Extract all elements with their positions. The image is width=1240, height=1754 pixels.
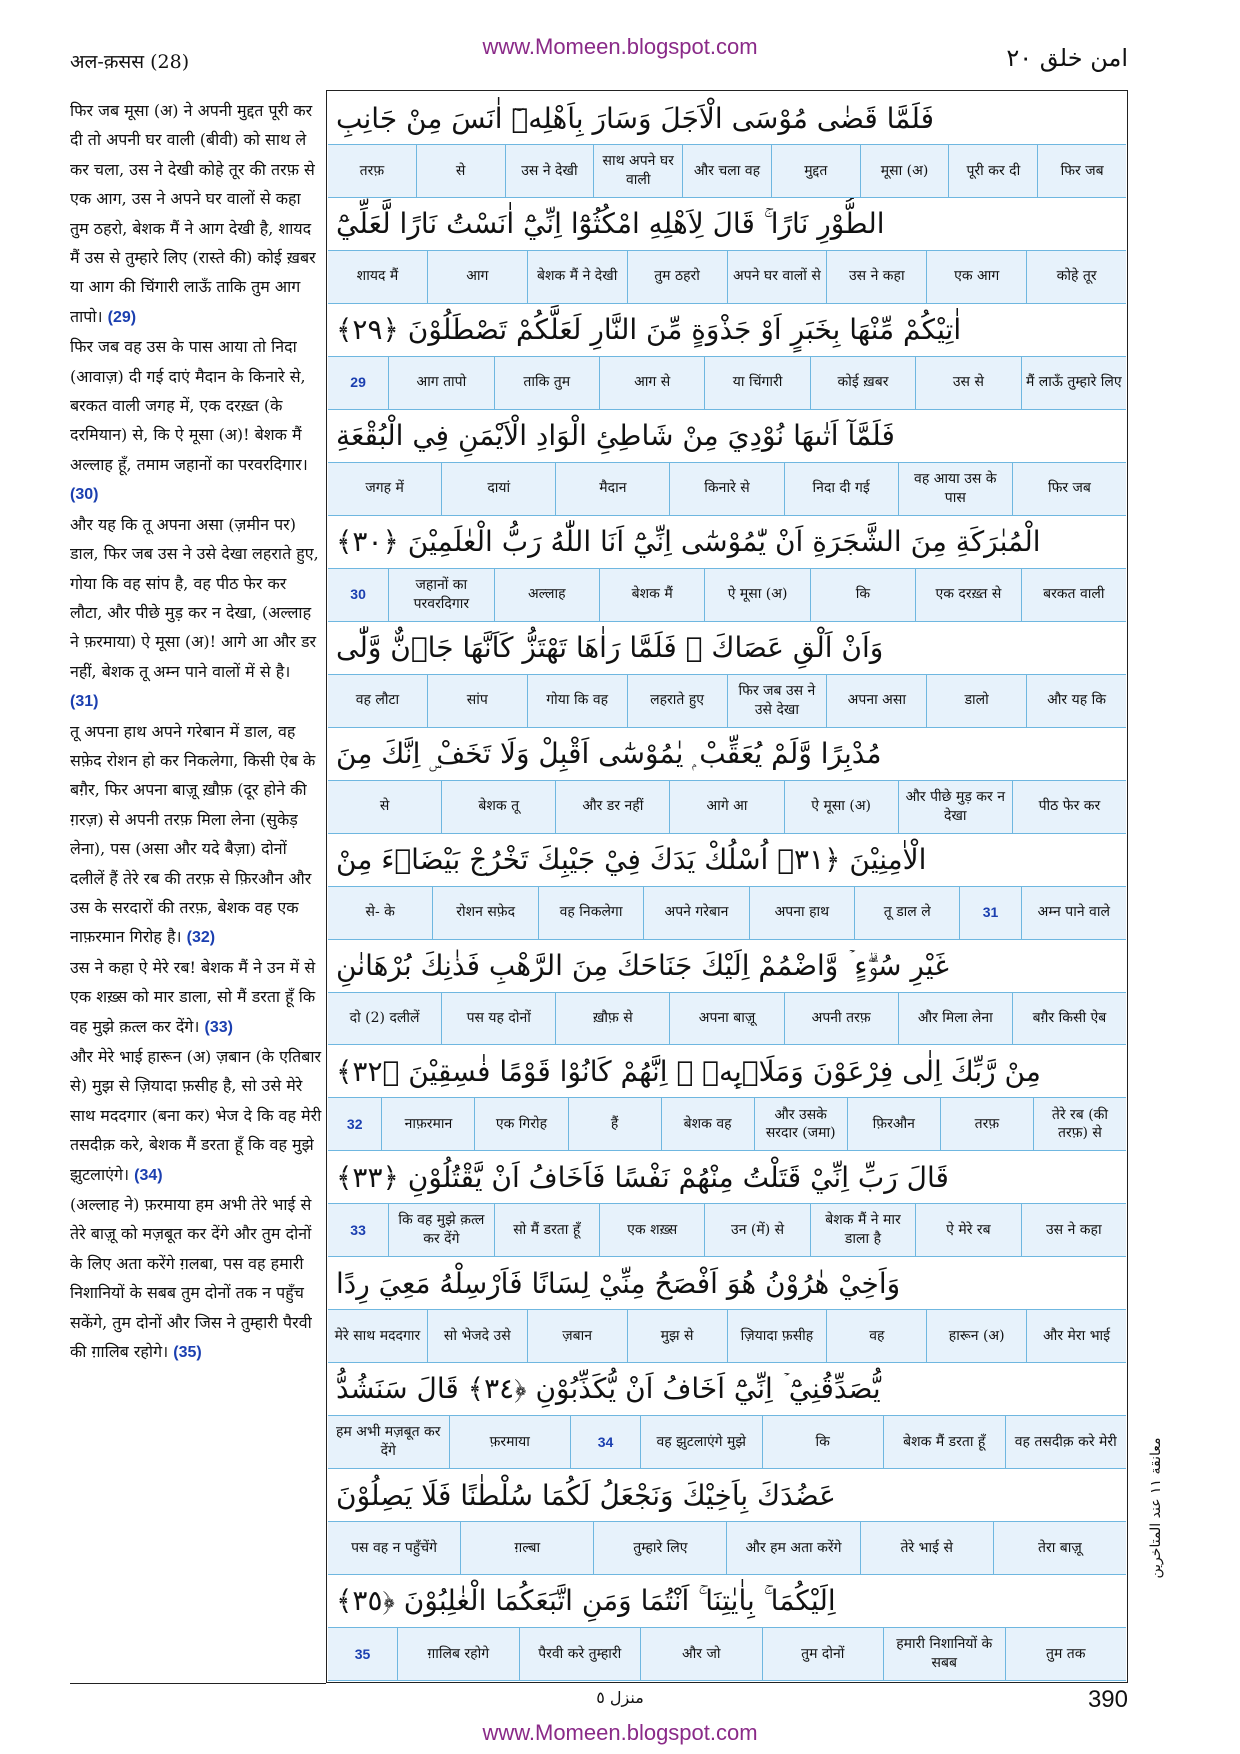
word-translation-row [328,1097,1126,1151]
word-meaning-cell: वह आया उस के पास [898,463,1012,515]
ayah-number-cell: 32 [346,1115,363,1132]
word-translation-row [328,462,1126,516]
arabic-line: مِنْ رَّبِّكَ اِلٰى فِرْعَوْنَ وَمَلَا۟ىِٕهٖ ۭ اِنَّهُمْ كَانُوْا قَوْمًا فٰسِقِيْنَ ﴿٣٢﴾ [328,1045,1126,1097]
ayah-number: (29) [107,308,137,326]
word-meaning-cell: पूरी कर दी [948,145,1037,197]
word-meaning-cell: मेरे साथ मददगार [334,1327,421,1344]
word-meaning-cell: बेशक मैं [599,569,704,621]
arabic-line: غَيْرِ سُوْۗءٍ ۡ وَّاضْمُمْ اِلَيْكَ جَنَاحَكَ مِنَ الرَّهْبِ فَذٰنِكَ بُرْهَانٰنِ [328,940,1126,992]
verse-block [328,1575,1126,1681]
word-meaning-cell: हारून (अ) [926,1310,1026,1362]
word-meaning-cell: ऐ मेरे रब [915,1204,1020,1256]
ayah-number: (33) [204,1018,233,1036]
word-meaning-cell: ऐ मूसा (अ) [784,781,898,833]
word-meaning-cell: हम अभी मज़बूत कर देंगे [335,1424,441,1460]
word-meaning-cell: पस यह दोनों [441,993,555,1045]
verse-block [328,1469,1126,1575]
word-meaning-cell: नाफ़रमान [381,1098,474,1150]
ayah-number-cell: 33 [350,1221,366,1238]
word-meaning-cell: से- के [365,904,395,921]
word-meaning-cell: वह झुटलाएंगे मुझे [640,1416,762,1468]
word-meaning-cell: और मेरा भाई [1026,1310,1126,1362]
word-meaning-cell: तेरा बाज़ू [993,1522,1126,1574]
manzil-label: منزل ٥ [596,1688,644,1707]
arabic-line: فَلَمَّآ اَتٰىهَا نُوْدِيَ مِنْ شَاطِئِ الْوَادِ الْاَيْمَنِ فِي الْبُقْعَةِ [328,410,1126,462]
juz-title-arabic: امن خلق ٢٠ [1006,44,1128,72]
verse-block [328,728,1126,834]
word-meaning-cell: कि वह मुझे क़त्ल कर देंगे [388,1204,493,1256]
arabic-line: الطُّوْرِ نَارًا ۚ قَالَ لِاَهْلِهِ امْكُثُوْٓا اِنِّيْٓ اٰنَسْتُ نَارًا لَّعَلِّيْٓ [328,198,1126,250]
word-meaning-cell: तुम ठहरो [627,251,727,303]
word-meaning-cell: आग से [599,357,704,409]
word-meaning-cell: से [416,145,505,197]
word-meaning-cell: पैरवी करे तुम्हारी [519,1628,641,1680]
word-meaning-cell: अपना बाज़ू [669,993,783,1045]
word-meaning-cell: और चला वह [682,145,771,197]
surah-title-hindi: अल-क़सस (28) [70,51,190,73]
ayah-number: (30) [70,486,99,504]
word-translation-row [328,886,1126,940]
word-meaning-cell: फ़रमाया [449,1416,571,1468]
word-meaning-cell: तुम दोनों [762,1628,884,1680]
word-meaning-cell: फ़िरऔन [847,1098,940,1150]
translation-paragraph: फिर जब वह उस के पास आया तो निदा (आवाज़) दी गई दाएं मैदान के किनारे से, बरकत वाली जगह में, एक दरख़्त (के दरमियान) से, कि ऐ मूसा (अ)! बेशक मैं अल्लाह हूँ, तमाम जहानों का परवरदिगार। (30) [70,337,308,504]
word-meaning-cell: दो (2) दलीलें [349,1010,420,1027]
ayah-number: (35) [173,1344,202,1362]
word-meaning-cell: अपने गरेबान [643,887,748,939]
word-meaning-cell: उस ने कहा [1021,1204,1126,1256]
word-meaning-cell: तू डाल ले [854,887,959,939]
ayah-number-cell: 29 [350,374,366,391]
verse-block [328,1257,1126,1363]
verse-block [328,1045,1126,1151]
word-translation-row [328,780,1126,834]
word-translation-row [328,1521,1126,1575]
word-meaning-cell: आग [427,251,527,303]
word-meaning-cell: मैं लाऊँ तुम्हारे लिए [1021,357,1126,409]
word-meaning-cell: अपनी तरफ़ [784,993,898,1045]
word-meaning-cell: ग़ल्बा [460,1522,593,1574]
word-meaning-cell: सो मैं डरता हूँ [494,1204,599,1256]
word-meaning-cell: बेशक मैं ने देखी [527,251,627,303]
translation-paragraph: फिर जब मूसा (अ) ने अपनी मुद्दत पूरी कर दी तो अपनी घर वाली (बीवी) को साथ ले कर चला, उस ने देखी कोहे तूर की तरफ़ से एक आग, उस ने अपने घर वालों से कहा तुम ठहरो, बेशक मैं ने आग देखी है, शायद मैं उस से तुम्हारे लिए (रास्ते की) कोई ख़बर या आग की चिंगारी लाऊँ ताकि तुम आग तापो। (29) [70,101,316,326]
word-meaning-cell: फिर जब उस ने उसे देखा [727,675,827,727]
word-meaning-cell: ज़बान [527,1310,627,1362]
word-meaning-cell: ख़ौफ़ से [555,993,669,1045]
arabic-line: مُدْبِرًا وَّلَمْ يُعَقِّبْ ۭ يٰمُوْسٰٓى اَقْبِلْ وَلَا تَخَفْ ۣ اِنَّكَ مِنَ [328,728,1126,780]
word-meaning-cell: कोई ख़बर [810,357,915,409]
word-meaning-cell: सो भेजदे उसे [427,1310,527,1362]
word-meaning-cell: वह लौटा [355,692,400,709]
word-meaning-cell: अल्लाह [494,569,599,621]
word-meaning-cell: तरफ़ [940,1098,1033,1150]
word-translation-row [328,992,1126,1046]
word-meaning-cell: दायां [441,463,555,515]
word-meaning-cell: और पीछे मुड़ कर न देखा [898,781,1012,833]
word-meaning-cell: उस ने कहा [826,251,926,303]
word-meaning-cell: एक आग [926,251,1026,303]
word-meaning-cell: आगे आ [669,781,783,833]
translation-paragraph: उस ने कहा ऐ मेरे रब! बेशक मैं ने उन में से एक शख़्स को मार डाला, सो मैं डरता हूँ कि वह मुझे क़त्ल कर देंगे। (33) [70,957,316,1036]
word-meaning-cell: उन (में) से [704,1204,809,1256]
hindi-translation-column [70,96,322,1676]
word-meaning-cell: वह [826,1310,926,1362]
word-meaning-cell: ग़ालिब रहोगे [397,1628,519,1680]
word-meaning-cell: किनारे से [669,463,783,515]
translation-paragraph: और यह कि तू अपना असा (ज़मीन पर) डाल, फिर जब उस ने उसे देखा लहराते हुए, गोया कि वह सांप है, वह पीठ फेर कर लौटा, और पीछे मुड़ कर न देखा, (अल्लाह ने फ़रमाया) ऐ मूसा (अ)! आगे आ और डर नहीं, बेशक तू अम्न पाने वालों में से है। (31) [70,514,319,711]
verse-block [328,1363,1126,1469]
word-meaning-cell: एक शख़्स [599,1204,704,1256]
verse-rows [328,92,1126,1681]
word-meaning-cell: बेशक तू [441,781,555,833]
translation-paragraph: (अल्लाह ने) फ़रमाया हम अभी तेरे भाई से तेरे बाज़ू को मज़बूत कर देंगे और तुम दोनों के लिए अता करेंगे ग़लबा, पस वह हमारी निशानियों के सबब तुम दोनों तक न पहुँच सकेंगे, तुम दोनों और जिस ने तुम्हारी पैरवी की ग़ालिब रहोगे। (35) [70,1195,312,1362]
side-note: معانقة ١١ عند المتاخرين [1148,1437,1164,1579]
word-meaning-cell: तुम तक [1005,1628,1127,1680]
word-meaning-cell: या चिंगारी [704,357,809,409]
word-meaning-cell: लहराते हुए [627,675,727,727]
word-translation-row [328,1203,1126,1257]
word-translation-row [328,1415,1126,1469]
word-meaning-cell: निदा दी गई [784,463,898,515]
word-meaning-cell: बेशक मैं ने मार डाला है [810,1204,915,1256]
word-meaning-cell: से [379,798,390,815]
arabic-line: الْاٰمِنِيْنَ ﴿٣١﴾ اُسْلُكْ يَدَكَ فِيْ جَيْبِكَ تَخْرُجْ بَيْضَاۗءَ مِنْ [328,834,1126,886]
word-meaning-cell: अपना असा [826,675,926,727]
word-meaning-cell: और मिला लेना [898,993,1012,1045]
arabic-line: اِلَيْكُمَا ۚ بِاٰيٰتِنَا ۚ اَنْتُمَا وَمَنِ اتَّبَعَكُمَا الْغٰلِبُوْنَ ﴿٣٥﴾ [328,1575,1126,1627]
word-meaning-cell: पीठ फेर कर [1012,781,1126,833]
word-meaning-cell: मुद्दत [771,145,860,197]
word-meaning-cell: रोशन सफ़ेद [432,887,537,939]
word-meaning-cell: तुम्हारे लिए [593,1522,726,1574]
word-meaning-cell: और यह कि [1026,675,1126,727]
arabic-line: وَاَخِيْ هٰرُوْنُ هُوَ اَفْصَحُ مِنِّيْ لِسَانًا فَاَرْسِلْهُ مَعِيَ رِدًا [328,1257,1126,1309]
word-meaning-cell: मुझ से [627,1310,727,1362]
arabic-line: يُّصَدِّقُنِيْٓ ۡ اِنِّيْٓ اَخَافُ اَنْ يُّكَذِّبُوْنِ ﴿٣٤﴾ قَالَ سَنَشُدُّ [328,1363,1126,1415]
word-meaning-cell: और हम अता करेंगे [726,1522,859,1574]
word-meaning-cell: मूसा (अ) [860,145,949,197]
word-meaning-cell: तेरे भाई से [860,1522,993,1574]
word-meaning-cell: एक दरख़्त से [915,569,1020,621]
ayah-number-cell: 35 [354,1645,371,1662]
word-meaning-cell: तरफ़ [359,162,385,179]
word-meaning-cell: तेरे रब (की तरफ़) से [1033,1098,1126,1150]
word-translation-row [328,1627,1126,1681]
left-column-bottom-rule [70,1683,326,1684]
word-meaning-cell: वह निकलेगा [538,887,643,939]
word-translation-row [328,568,1126,622]
page-number: 390 [1087,1686,1128,1713]
arabic-line: اٰتِيْكُمْ مِّنْهَا بِخَبَرٍ اَوْ جَذْوَةٍ مِّنَ النَّارِ لَعَلَّكُمْ تَصْطَلُوْنَ ﴿٢٩﴾ [328,304,1126,356]
verse-block [328,92,1126,198]
word-meaning-cell: और उसके सरदार (जमा) [754,1098,847,1150]
word-meaning-cell: ऐ मूसा (अ) [704,569,809,621]
word-meaning-cell: अपने घर वालों से [727,251,827,303]
word-meaning-cell: साथ अपने घर वाली [593,145,682,197]
word-meaning-cell: उस से [915,357,1020,409]
word-meaning-cell: अम्न पाने वाले [1021,887,1126,939]
arabic-line: الْمُبٰرَكَةِ مِنَ الشَّجَرَةِ اَنْ يّٰمُوْسٰٓى اِنِّيْٓ اَنَا اللّٰهُ رَبُّ الْعٰلَمِيْنَ ﴿٣٠﴾ [328,516,1126,568]
word-translation-row [328,356,1126,410]
translation-paragraph: तू अपना हाथ अपने गरेबान में डाल, वह सफ़ेद रोशन हो कर निकलेगा, किसी ऐब के बग़ैर, फिर अपना बाज़ू ख़ौफ़ (दूर होने की ग़रज़) से अपनी तरफ़ मिला लेना (सुकेड़ लेना), पस (असा और यदे बैज़ा) दोनों दलीलें हैं तेरे रब की तरफ़ से फ़िरऔन और उस के सरदारों की तरफ़, बेशक वह एक नाफ़रमान गिरोह है। (32) [70,721,316,947]
word-meaning-cell: सांप [427,675,527,727]
word-meaning-cell: कि [762,1416,884,1468]
word-meaning-cell: गोया कि वह [527,675,627,727]
word-meaning-cell: वह तसदीक़ करे मेरी [1005,1416,1127,1468]
verse-block [328,622,1126,728]
word-translation-row [328,674,1126,728]
word-meaning-cell: बेशक मैं डरता हूँ [883,1416,1005,1468]
arabic-line: قَالَ رَبِّ اِنِّيْ قَتَلْتُ مِنْهُمْ نَفْسًا فَاَخَافُ اَنْ يَّقْتُلُوْنِ ﴿٣٣﴾ [328,1151,1126,1203]
verse-block [328,940,1126,1046]
word-meaning-cell: आग तापो [388,357,493,409]
arabic-line: عَضُدَكَ بِاَخِيْكَ وَنَجْعَلُ لَكُمَا سُلْطٰنًا فَلَا يَصِلُوْنَ [328,1469,1126,1521]
word-meaning-cell: डालो [926,675,1026,727]
verse-block [328,304,1126,410]
ayah-number: (34) [134,1166,163,1184]
word-translation-row [328,250,1126,304]
arabic-line: وَاَنْ اَلْقِ عَصَاكَ ۭ فَلَمَّا رَاٰهَا تَهْتَزُّ كَاَنَّهَا جَاۤنٌّ وَّلّٰى [328,622,1126,674]
footer-url: www.Momeen.blogspot.com [482,1720,758,1745]
word-meaning-cell: उस ने देखी [505,145,594,197]
word-translation-row [328,144,1126,198]
word-meaning-cell: शायद मैं [356,268,399,285]
word-meaning-cell: मैदान [555,463,669,515]
verse-block [328,834,1126,940]
verse-block [328,198,1126,304]
word-meaning-cell: बग़ैर किसी ऐब [1012,993,1126,1045]
verse-block [328,516,1126,622]
word-meaning-cell: फिर जब [1012,463,1126,515]
word-meaning-cell: ताकि तुम [494,357,599,409]
word-meaning-cell: अपना हाथ [749,887,854,939]
ayah-number: (32) [186,929,216,947]
word-meaning-cell: जहानों का परवरदिगार [388,569,493,621]
word-meaning-cell: और डर नहीं [555,781,669,833]
word-meaning-cell: हैं [568,1098,661,1150]
word-meaning-cell: ज़ियादा फ़सीह [727,1310,827,1362]
verse-block [328,410,1126,516]
word-meaning-cell: कोहे तूर [1026,251,1126,303]
ayah-number-cell: 31 [959,887,1020,939]
word-meaning-cell: एक गिरोह [474,1098,567,1150]
translation-paragraph: और मेरे भाई हारून (अ) ज़बान (के एतिबार से) मुझ से ज़ियादा फ़सीह है, सो उसे मेरे साथ मददगार (बना कर) भेज दे कि वह मेरी तसदीक़ करे, बेशक मैं डरता हूँ कि वह मुझे झुटलाएंगे। (34) [70,1047,322,1184]
word-meaning-cell: और जो [640,1628,762,1680]
word-meaning-cell: पस वह न पहुँचेंगे [351,1539,438,1556]
word-meaning-cell: फिर जब [1037,145,1126,197]
word-meaning-cell: हमारी निशानियों के सबब [883,1628,1005,1680]
word-meaning-cell: कि [810,569,915,621]
word-translation-row [328,1309,1126,1363]
word-meaning-cell: बरकत वाली [1021,569,1126,621]
word-meaning-cell: बेशक वह [661,1098,754,1150]
ayah-number-cell: 30 [350,586,366,603]
word-meaning-cell: जगह में [365,480,404,497]
arabic-line: فَلَمَّا قَضٰى مُوْسَى الْاَجَلَ وَسَارَ بِاَهْلِهٖٓ اٰنَسَ مِنْ جَانِبِ [328,92,1126,144]
verse-block [328,1151,1126,1257]
ayah-number-cell: 34 [570,1416,640,1468]
ayah-number: (31) [70,693,99,711]
header-url: www.Momeen.blogspot.com [482,34,758,59]
